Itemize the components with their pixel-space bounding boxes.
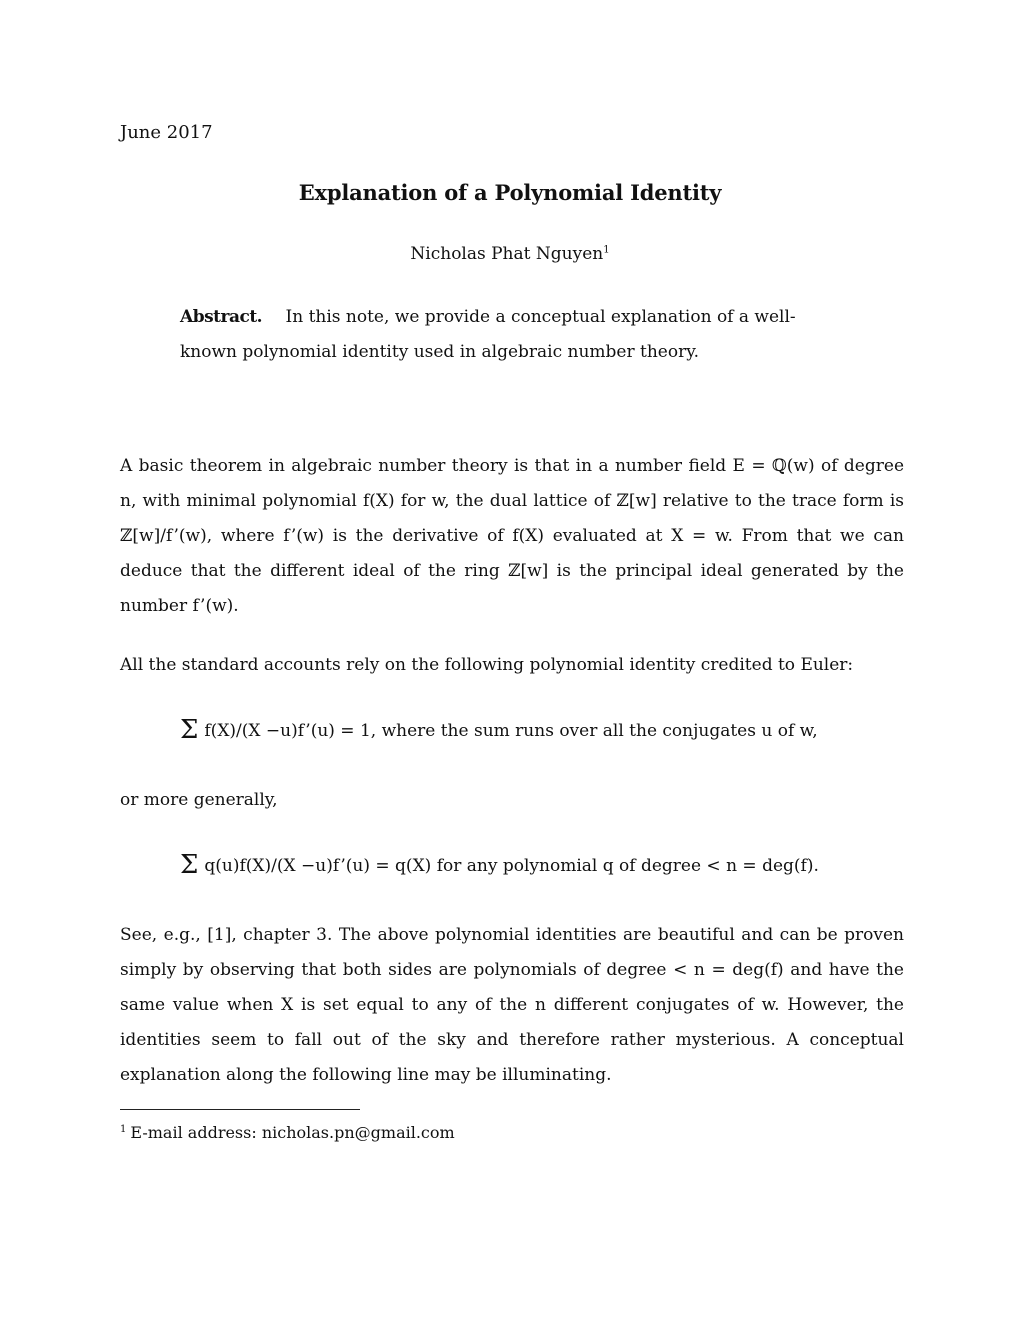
paragraph-1: A basic theorem in algebraic number theory is that in a number field E = ℚ(w) of degree n, with minimal polynomial f(X) for w, the dual lattice of ℤ[w] relative to the trace form is ℤ[w]/f’(w), where f’(w) is the derivative of f(X) evaluated at X = w. From that we can deduce that the different ideal of the ring ℤ[w] is the principal ideal generated by the number f’(w).	[120, 456, 904, 616]
paragraph-4: See, e.g., [1], chapter 3. The above polynomial identities are beautiful and can be proven simply by observing that both sides are polynomials of degree < n = deg(f) and have the same value when X is set equal to any of the n different conjugates of w. However, the identities seem to fall out of the sky and therefore rather mysterious. A conceptual explanation along the following line may be illuminating.	[120, 925, 904, 1085]
paper-title: Explanation of a Polynomial Identity	[298, 180, 722, 205]
sigma-symbol: Σ	[180, 850, 199, 880]
abstract-label: Abstract.	[180, 307, 263, 327]
abstract-text: In this note, we provide a conceptual explanation of a well-known polynomial identity used in algebraic number theory.	[180, 307, 796, 362]
footnote-divider	[120, 1109, 360, 1110]
footnote-text: E-mail address: nicholas.pn@gmail.com	[130, 1123, 455, 1142]
paragraph-2: All the standard accounts rely on the following polynomial identity credited to Euler:	[120, 655, 854, 675]
equation-2	[180, 850, 819, 880]
footnote-mark: 1	[120, 1123, 127, 1135]
abstract	[180, 300, 844, 370]
author-name: Nicholas Phat Nguyen	[410, 244, 604, 264]
equation-1-text: f(X)/(X −u)f’(u) = 1, where the sum runs over all the conjugates u of w,	[204, 721, 818, 741]
author-line	[0, 244, 1020, 264]
date-line: June 2017	[120, 122, 213, 143]
equation-1	[180, 715, 818, 745]
author-footnote-mark: 1	[603, 244, 610, 256]
paragraph-3: or more generally,	[120, 790, 278, 810]
equation-2-text: q(u)f(X)/(X −u)f’(u) = q(X) for any polynomial q of degree < n = deg(f).	[204, 856, 819, 876]
footnote	[120, 1123, 455, 1142]
sigma-symbol: Σ	[180, 715, 199, 745]
